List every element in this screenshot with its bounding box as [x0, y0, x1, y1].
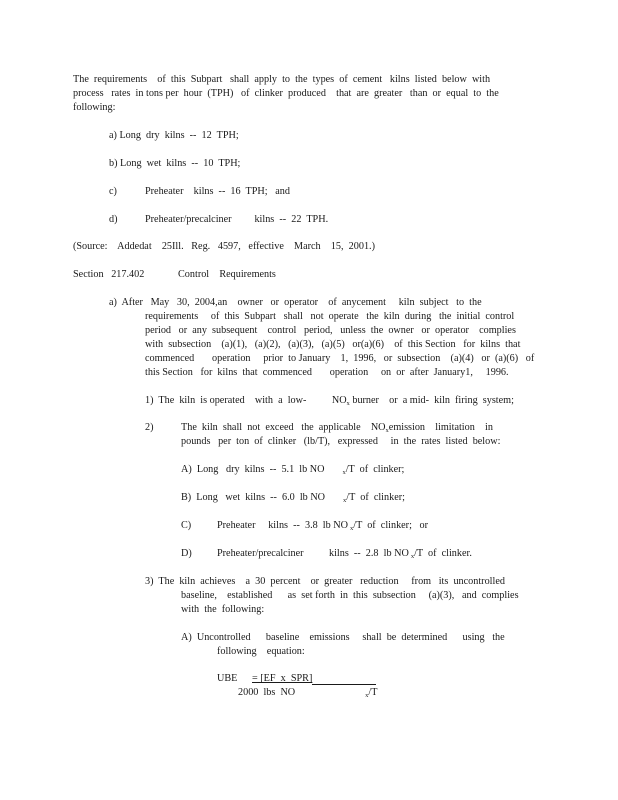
limit-d-post: /T of clinker.: [414, 548, 472, 559]
equation-denominator: [238, 686, 377, 703]
para-a-line-2: requirements of this Subpart shall not operate the kiln during the initial control: [145, 311, 515, 322]
equation-denominator-text: 2000 lbs NO: [238, 687, 296, 698]
intro-line-3: following:: [73, 102, 116, 113]
limit-c: [217, 519, 428, 536]
item-2-marker: 2): [145, 422, 154, 433]
para-a-line-3: period or any subsequent control period, unless the owner or operator complies: [145, 325, 516, 336]
limit-a-pre: A) Long dry kilns -- 5.1 lb NO: [181, 464, 325, 475]
item-1-post: burner or a mid- kiln firing system;: [349, 395, 514, 406]
limit-d-marker: D): [181, 548, 192, 559]
item-2-line-1-post: emission limitation in: [388, 422, 493, 433]
item-1-pre: 1) The kiln is operated with a low- NO: [145, 395, 347, 406]
limit-c-post: /T of clinker; or: [353, 520, 429, 531]
item-3a-line-2: following equation:: [217, 646, 305, 657]
limit-a-post: /T of clinker;: [345, 464, 405, 475]
limit-b-pre: B) Long wet kilns -- 6.0 lb NO: [181, 492, 326, 503]
section-number: Section 217.402: [73, 269, 145, 280]
limit-b: [181, 491, 405, 508]
fraction-bar: [312, 684, 376, 685]
intro-line-2: process rates in tons per hour (TPH) of clinker produced that are greater than or equal to the: [73, 88, 499, 99]
limit-c-pre: Preheater kilns -- 3.8 lb NO: [217, 520, 348, 531]
kiln-type-c-text: Preheater kilns -- 16 TPH; and: [145, 186, 290, 197]
item-2-line-2: pounds per ton of clinker (lb/T), expressed in the rates listed below:: [181, 436, 501, 447]
limit-a-sub: x: [342, 469, 346, 476]
para-a-line-6: this Section for kilns that commenced operation on or after January1, 1996.: [145, 367, 509, 378]
item-1: [145, 394, 514, 411]
item-3-line-1: 3) The kiln achieves a 30 percent or greater reduction from its uncontrolled: [145, 576, 505, 587]
limit-a: [181, 463, 404, 480]
item-2-line-1-sub: x: [385, 427, 389, 434]
item-3a-line-1: A) Uncontrolled baseline emissions shall be determined using the: [181, 632, 505, 643]
item-3-line-2: baseline, established as set forth in this subsection (a)(3), and complies: [181, 590, 519, 601]
kiln-type-a: a) Long dry kilns -- 12 TPH;: [109, 130, 239, 141]
limit-d: [217, 547, 472, 564]
limit-b-sub: x: [343, 497, 347, 504]
limit-b-post: /T of clinker;: [346, 492, 405, 503]
para-a-line-1: a) After May 30, 2004,an owner or operator of anycement kiln subject to the: [109, 297, 482, 308]
section-title: Control Requirements: [178, 269, 276, 280]
limit-d-sub: x: [410, 553, 415, 560]
limit-c-sub: x: [350, 525, 354, 532]
para-a-line-4: with subsection (a)(1), (a)(2), (a)(3), (a)(5) or(a)(6) of this Section for kilns that: [145, 339, 521, 350]
intro-line-1: The requirements of this Subpart shall apply to the types of cement kilns listed below with: [73, 74, 491, 85]
kiln-type-c-marker: c): [109, 186, 117, 197]
equation-numerator-text: = [EF x SPR]: [252, 673, 313, 684]
source-note: (Source: Addedat 25Ill. Reg. 4597, effective March 15, 2001.): [73, 241, 375, 252]
item-2-line-1-pre: The kiln shall not exceed the applicable NO: [181, 422, 386, 433]
equation-denominator-sub: x: [365, 692, 369, 699]
limit-d-pre: Preheater/precalciner kilns -- 2.8 lb NO: [217, 548, 409, 559]
item-1-sub: x: [346, 400, 350, 407]
equation-denominator-post: /T: [368, 687, 378, 698]
limit-c-marker: C): [181, 520, 192, 531]
item-3-line-3: with the following:: [181, 604, 265, 615]
para-a-line-5: commenced operation prior to January 1, 1996, or subsection (a)(4) or (a)(6) of: [145, 353, 535, 364]
kiln-type-d-marker: d): [109, 214, 118, 225]
equation-lhs: UBE: [217, 673, 238, 684]
kiln-type-d-text: Preheater/precalciner kilns -- 22 TPH.: [145, 214, 329, 225]
kiln-type-b: b) Long wet kilns -- 10 TPH;: [109, 158, 241, 169]
